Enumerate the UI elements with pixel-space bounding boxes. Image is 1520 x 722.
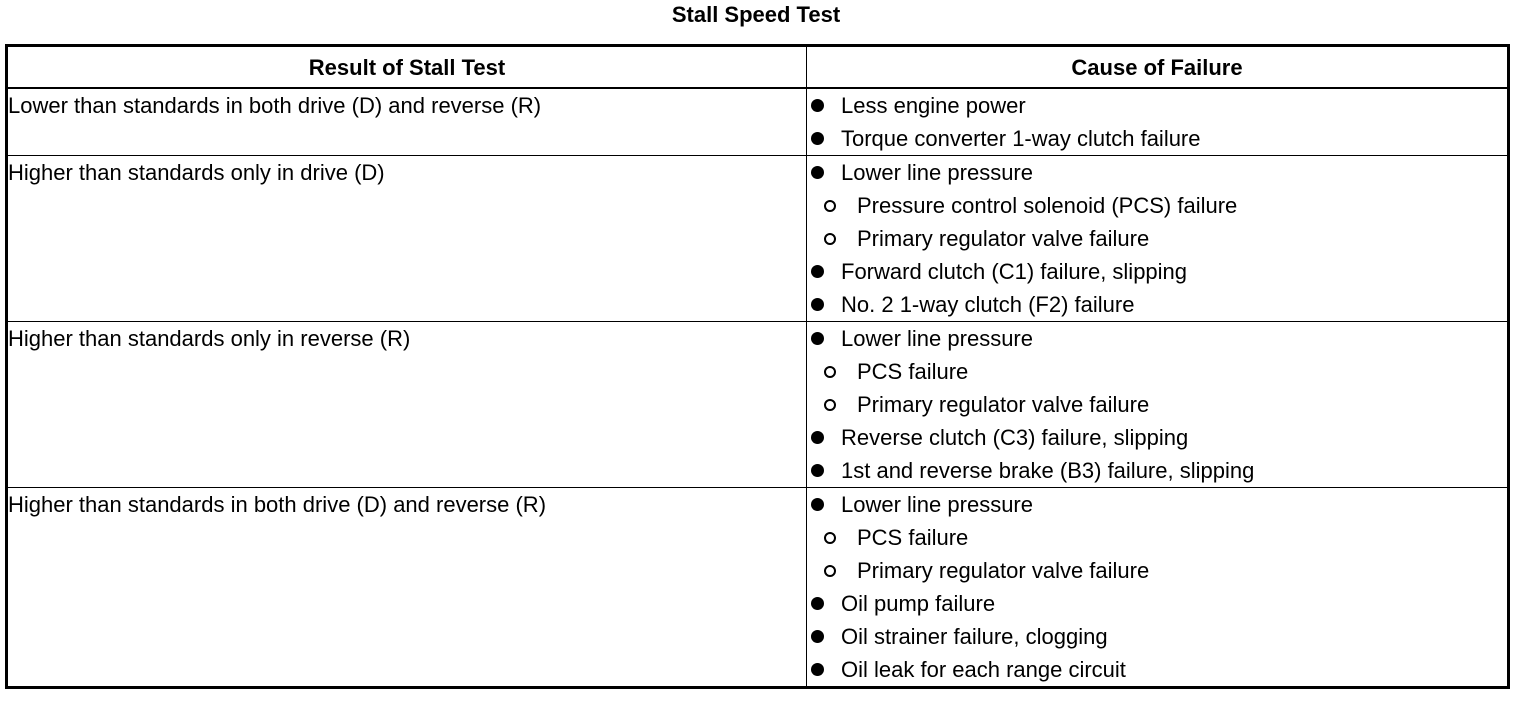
column-header-result: Result of Stall Test (7, 46, 807, 89)
result-cell: Higher than standards only in drive (D) (7, 156, 807, 322)
result-cell: Higher than standards in both drive (D) and reverse (R) (7, 488, 807, 688)
cause-cell (807, 488, 1509, 688)
cause-text: Lower line pressure (841, 160, 1033, 185)
cause-item (807, 89, 1507, 122)
sub-cause-item: Primary regulator valve failure (807, 388, 1507, 421)
cause-text: Oil pump failure (841, 591, 996, 616)
cause-item (807, 587, 1507, 620)
cause-item (807, 255, 1507, 288)
table-row (7, 322, 1509, 488)
cause-item (807, 322, 1507, 421)
cause-item (807, 421, 1507, 454)
cause-text: Less engine power (841, 93, 1026, 118)
cause-text: Forward clutch (C1) failure, slipping (841, 259, 1188, 284)
sub-cause-item: PCS failure (807, 355, 1507, 388)
cause-list (807, 89, 1507, 155)
cause-list (807, 488, 1507, 686)
cause-list (807, 156, 1507, 321)
cause-item (807, 653, 1507, 686)
cause-item (807, 122, 1507, 155)
sub-cause-item: Pressure control solenoid (PCS) failure (807, 189, 1507, 222)
cause-item (807, 620, 1507, 653)
cause-text: 1st and reverse brake (B3) failure, slipping (841, 458, 1255, 483)
table-row (7, 156, 1509, 322)
result-cell: Higher than standards only in reverse (R) (7, 322, 807, 488)
cause-item (807, 288, 1507, 321)
result-cell: Lower than standards in both drive (D) and reverse (R) (7, 88, 807, 156)
cause-text: Torque converter 1-way clutch failure (841, 126, 1201, 151)
cause-item (807, 156, 1507, 255)
sub-cause-list (807, 355, 1507, 421)
sub-cause-item: Primary regulator valve failure (807, 554, 1507, 587)
cause-cell (807, 322, 1509, 488)
column-header-cause: Cause of Failure (807, 46, 1509, 89)
page-title: Stall Speed Test (671, 2, 841, 27)
sub-cause-item: PCS failure (807, 521, 1507, 554)
table-row (7, 488, 1509, 688)
cause-cell (807, 88, 1509, 156)
cause-text: Oil leak for each range circuit (841, 657, 1126, 682)
table-row (7, 88, 1509, 156)
table-body (7, 88, 1509, 688)
cause-text: Lower line pressure (841, 492, 1033, 517)
sub-cause-list (807, 521, 1507, 587)
sub-cause-list (807, 189, 1507, 255)
sub-cause-item: Primary regulator valve failure (807, 222, 1507, 255)
stall-test-table (5, 44, 1510, 689)
cause-item (807, 488, 1507, 587)
cause-list (807, 322, 1507, 487)
cause-cell (807, 156, 1509, 322)
cause-item (807, 454, 1507, 487)
cause-text: Lower line pressure (841, 326, 1033, 351)
cause-text: Oil strainer failure, clogging (841, 624, 1108, 649)
cause-text: Reverse clutch (C3) failure, slipping (841, 425, 1189, 450)
cause-text: No. 2 1-way clutch (F2) failure (841, 292, 1135, 317)
table-header-row (7, 46, 1509, 89)
